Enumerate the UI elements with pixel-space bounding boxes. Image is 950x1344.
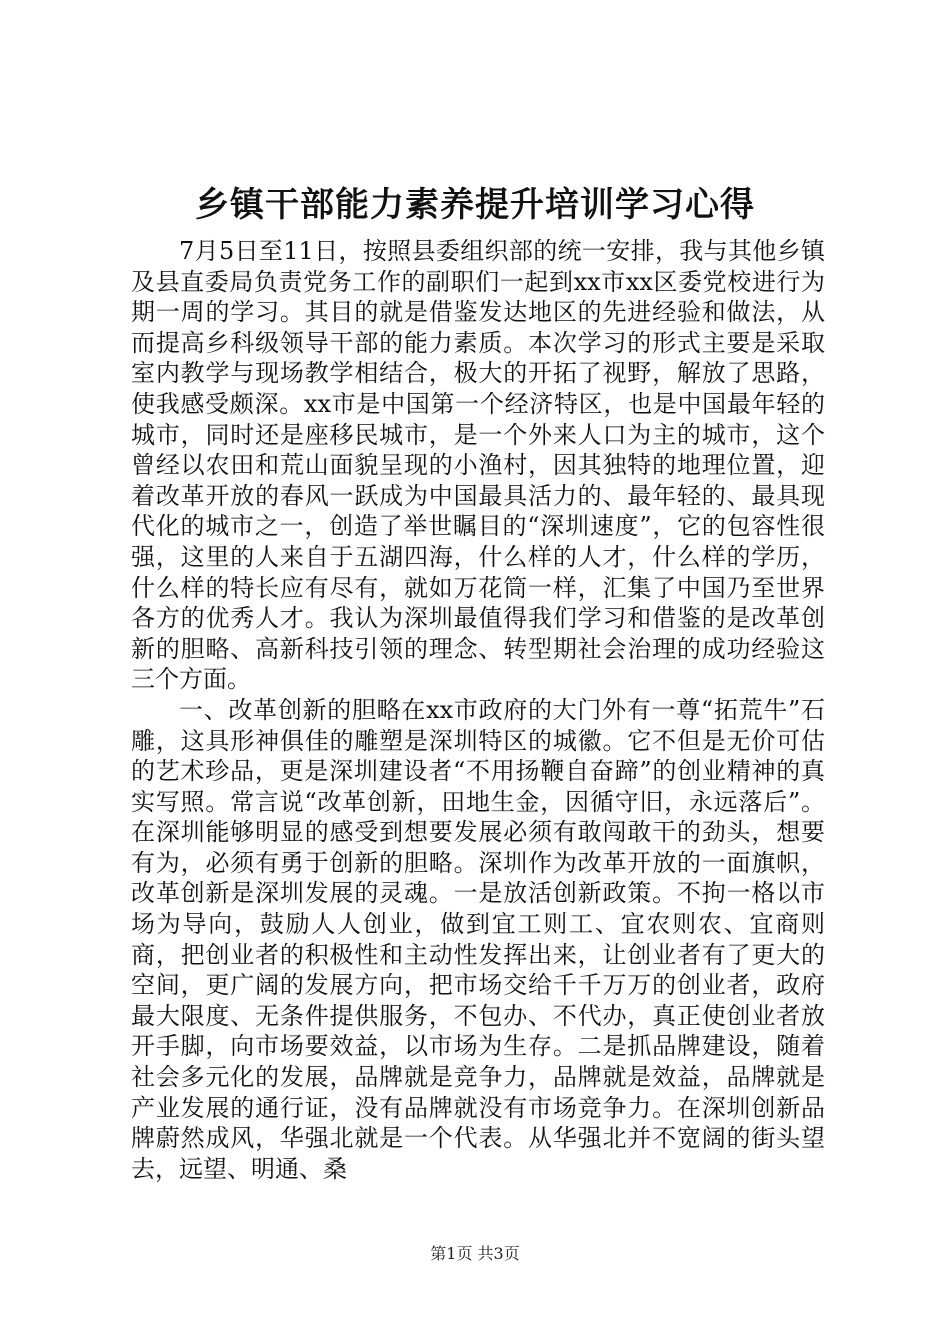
paragraph-intro: 7月5日至11日，按照县委组织部的统一安排，我与其他乡镇及县直委局负责党务工作的副职们一起到xx市xx区委党校进行为期一周的学习。其目的就是借鉴发达地区的先进经验和做法，从而提高乡科级领导干部的能力素质。本次学习的形式主要是采取室内教学与现场教学相结合，极大的开拓了视野，解放了思路，使我感受颇深。xx市是中国第一个经济特区，也是中国最年轻的城市，同时还是座移民城市，是一个外来人口为主的城市，这个曾经以农田和荒山面貌呈现的小渔村，因其独特的地理位置，迎着改革开放的春风一跃成为中国最具活力的、最年轻的、最具现代化的城市之一，创造了举世瞩目的“深圳速度”，它的包容性很强，这里的人来自于五湖四海，什么样的人才，什么样的学历，什么样的特长应有尽有，就如万花筒一样，汇集了中国乃至世界各方的优秀人才。我认为深圳最值得我们学习和借鉴的是改革创新的胆略、高新科技引领的理念、转型期社会治理的成功经验这三个方面。	[131, 237, 825, 694]
page-number-footer: 第1页 共3页	[430, 1244, 520, 1263]
document-title: 乡镇干部能力素养提升培训学习心得	[195, 185, 755, 225]
paragraph-section-one: 一、改革创新的胆略在xx市政府的大门外有一尊“拓荒牛”石雕，这具形神俱佳的雕塑是深圳特区的城徽。它不但是无价可估的艺术珍品，更是深圳建设者“不用扬鞭自奋蹄”的创业精神的真实写照。常言说“改革创新，田地生金，因循守旧，永远落后”。在深圳能够明显的感受到想要发展必须有敢闯敢干的劲头，想要有为，必须有勇于创新的胆略。深圳作为改革开放的一面旗帜，改革创新是深圳发展的灵魂。一是放活创新政策。不拘一格以市场为导向，鼓励人人创业，做到宜工则工、宜农则农、宜商则商，把创业者的积极性和主动性发挥出来，让创业者有了更大的空间，更广阔的发展方向，把市场交给千千万万的创业者，政府最大限度、无条件提供服务，不包办、不代办，真正使创业者放开手脚，向市场要效益，以市场为生存。二是抓品牌建设，随着社会多元化的发展，品牌就是竞争力，品牌就是效益，品牌就是产业发展的通行证，没有品牌就没有市场竞争力。在深圳创新品牌蔚然成风，华强北就是一个代表。从华强北并不宽阔的街头望去，远望、明通、桑	[131, 695, 825, 1183]
document-body	[131, 236, 825, 1184]
